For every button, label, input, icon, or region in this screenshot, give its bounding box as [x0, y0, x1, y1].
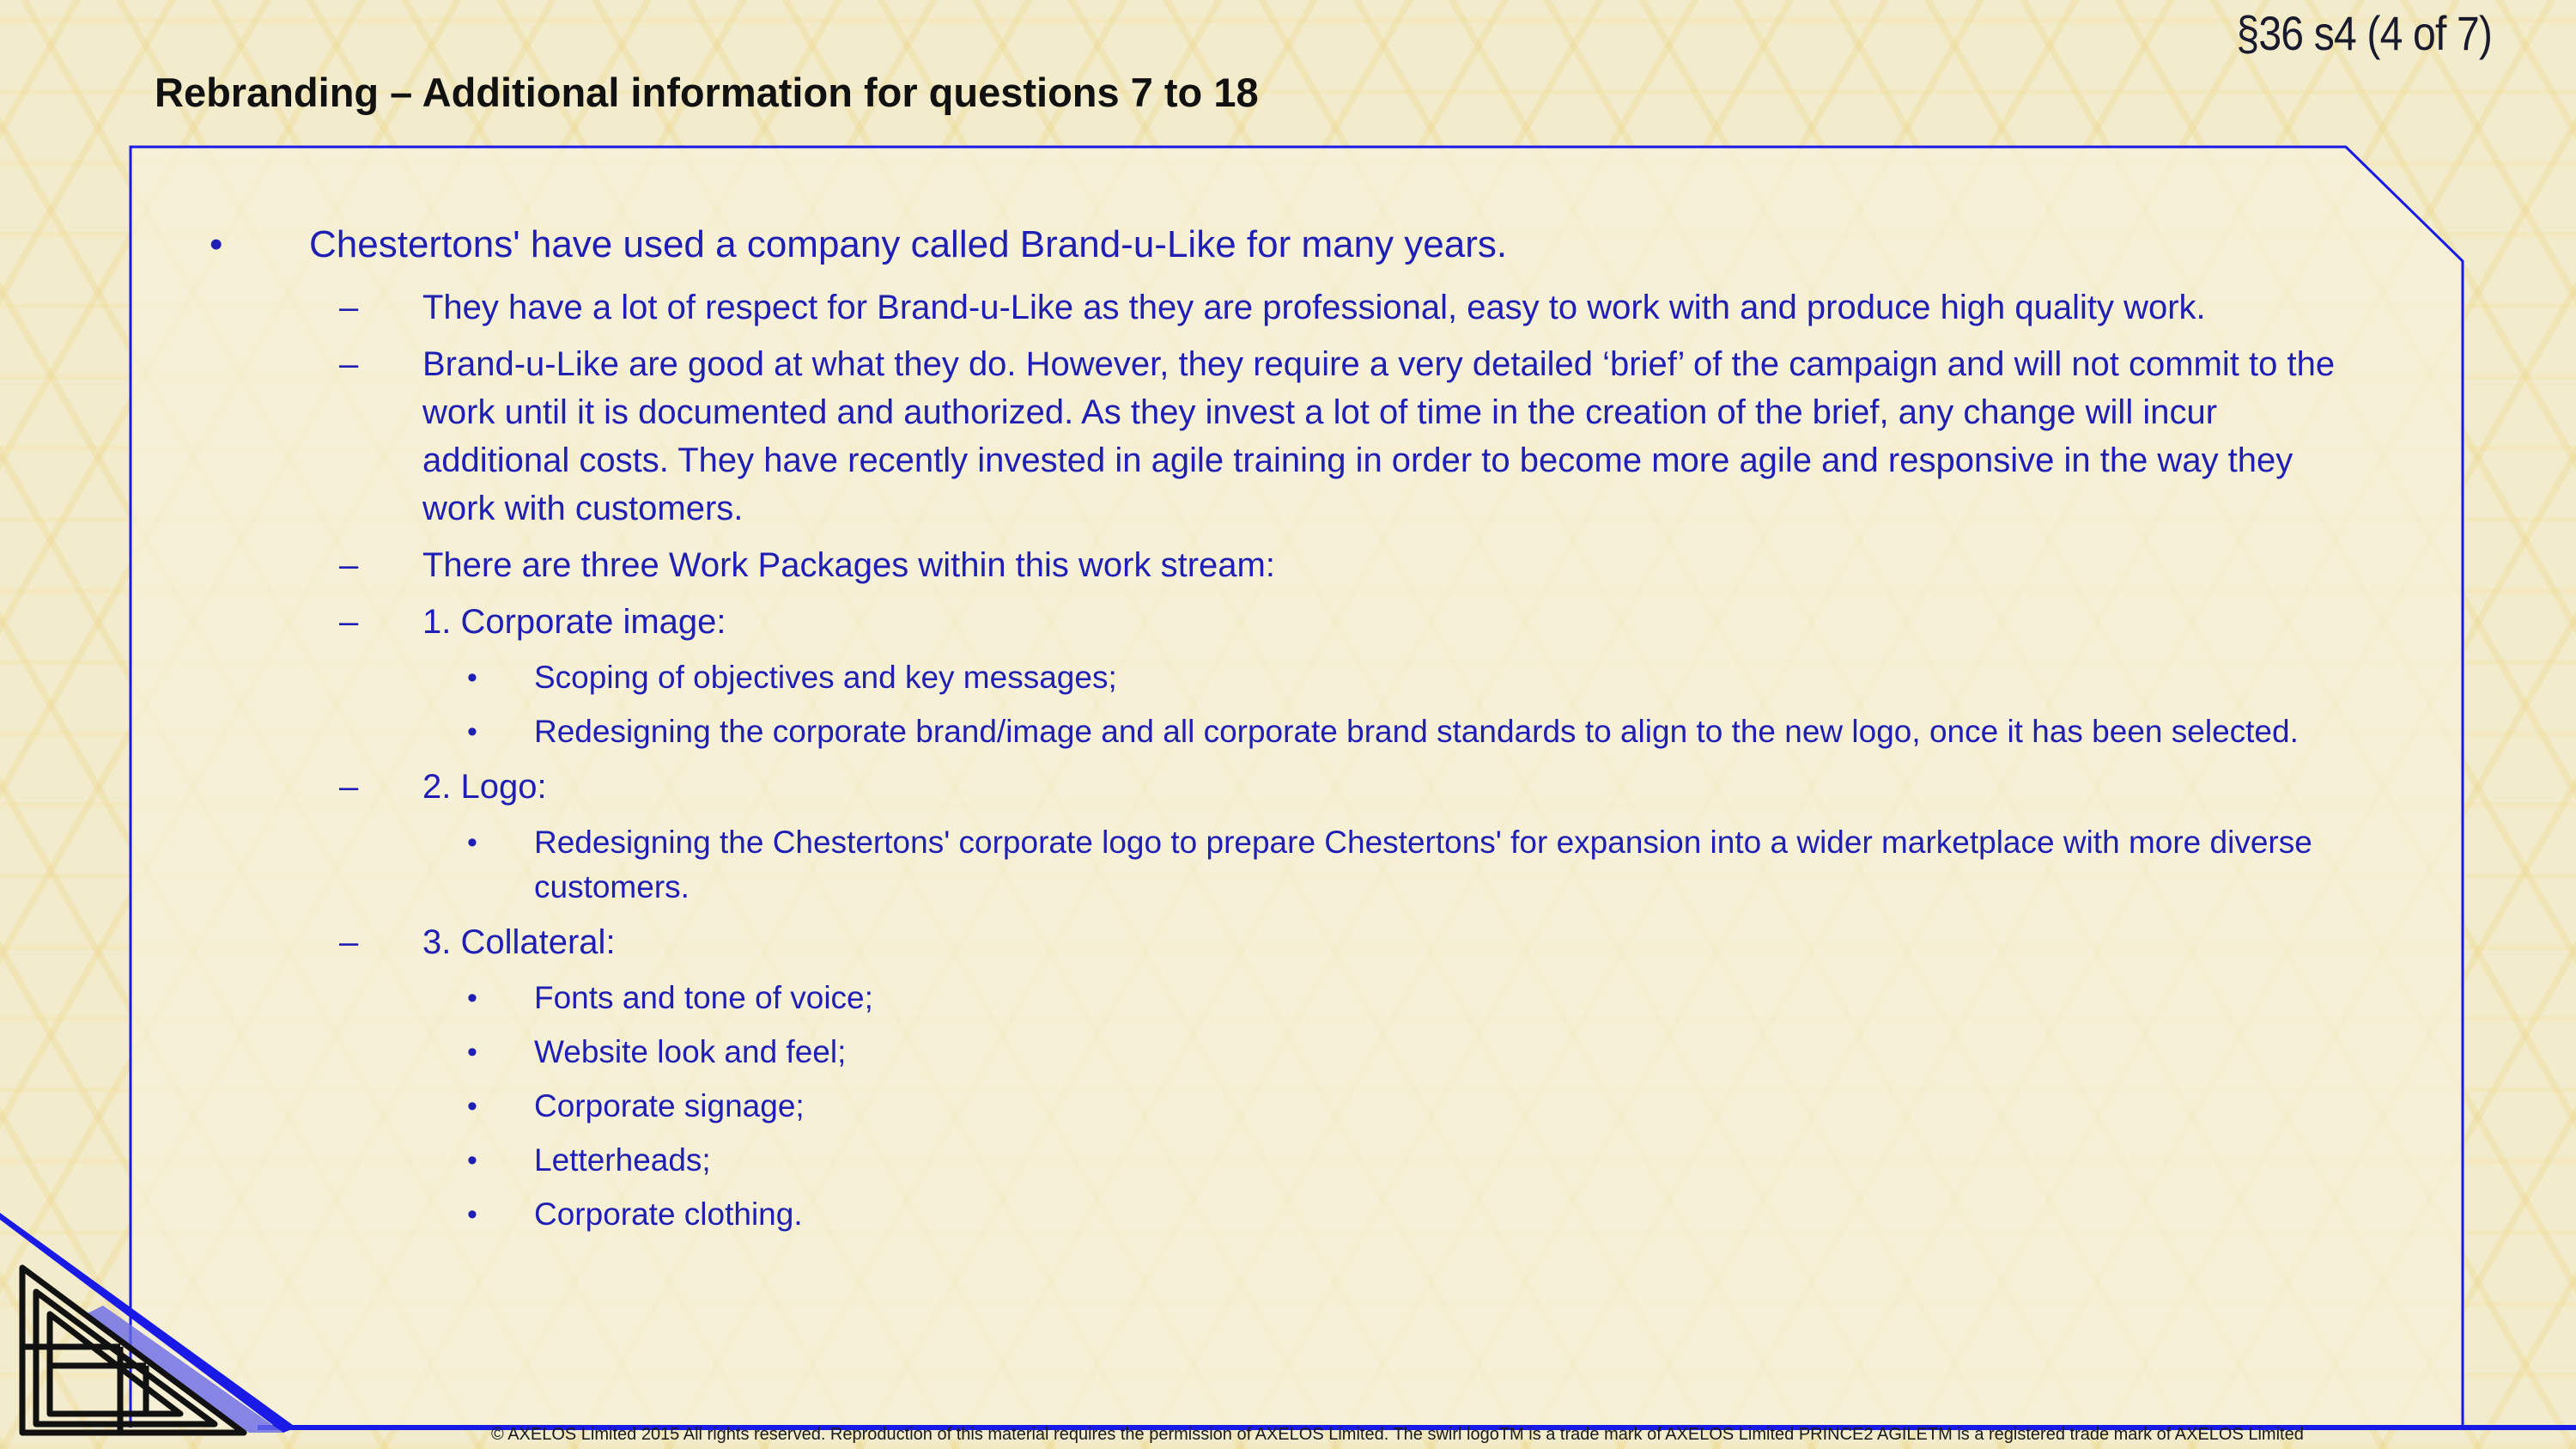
axelos-swirl-logo-icon [17, 1263, 249, 1439]
list-item-text: Redesigning the Chestertons' corporate logo to prepare Chestertons' for expansion into a wider marketplace with more diverse customers. [534, 825, 2312, 904]
sub-item-text: Brand-u-Like are good at what they do. However, they require a very detailed ‘brief’ of the campaign and will not commit to the work until it is documented and authorized. As they invest a lot of time in the creation of the brief, any change will incur additional costs. They have recently invested in agile training in order to become more agile and responsive in the way they work with customers. [422, 345, 2336, 527]
sub-item-work-packages [131, 541, 2397, 589]
list-item [131, 709, 2397, 754]
list-item-text: Website look and feel; [534, 1034, 847, 1069]
bullet-marker: • [467, 715, 477, 748]
dash-marker: – [339, 289, 359, 326]
slide-content [131, 215, 2397, 1237]
bullet-marker: • [467, 1144, 477, 1177]
sub-item-text: 3. Collateral: [422, 923, 616, 961]
sub-item-respect [131, 283, 2397, 332]
list-item [131, 1084, 2397, 1129]
sub-item-text: 1. Corporate image: [422, 603, 726, 641]
list-item [131, 1192, 2397, 1237]
list-item-text: Fonts and tone of voice; [534, 980, 873, 1015]
bullet-marker: • [467, 1198, 477, 1231]
bullet-marker: • [467, 1090, 477, 1123]
sub-item-text: They have a lot of respect for Brand-u-Like as they are professional, easy to work with and produce high quality work. [422, 289, 2206, 326]
list-item-text: Letterheads; [534, 1142, 711, 1178]
sub-item-corporate-image [131, 598, 2397, 646]
bullet-marker: • [467, 826, 477, 859]
sub-item-logo [131, 763, 2397, 811]
bullet-marker: • [467, 982, 477, 1014]
dash-marker: – [339, 603, 359, 641]
slide-reference: §36 s4 (4 of 7) [2236, 6, 2492, 60]
list-item-text: Redesigning the corporate brand/image and all corporate brand standards to align to the new logo, once it has been selected. [534, 714, 2299, 749]
bullet-list [131, 215, 2397, 1237]
bullet-marker: • [210, 223, 223, 265]
page-title: Rebranding – Additional information for questions 7 to 18 [155, 70, 1259, 115]
list-item [131, 1030, 2397, 1075]
list-item-text: Scoping of objectives and key messages; [534, 660, 1117, 695]
list-item-text: Corporate signage; [534, 1088, 805, 1123]
sub-item-collateral [131, 918, 2397, 966]
list-item [131, 1138, 2397, 1183]
list-item [131, 976, 2397, 1020]
sub-item-text: There are three Work Packages within this work stream: [422, 546, 1275, 584]
dash-marker: – [339, 923, 359, 961]
sub-item-text: 2. Logo: [422, 768, 547, 806]
dash-marker: – [339, 345, 359, 383]
dash-marker: – [339, 546, 359, 584]
list-item [131, 655, 2397, 700]
list-item-text: Corporate clothing. [534, 1196, 803, 1232]
main-bullet [131, 215, 2397, 275]
list-item [131, 820, 2397, 910]
copyright-footer: © AXELOS Limited 2015 All rights reserved. Reproduction of this material requires the permission of AXELOS Limited. The swirl logoTM is a trade mark of AXELOS Limited PRINCE2 AGILETM is a registered trade mark of AXELOS Limited [491, 1425, 2304, 1444]
bullet-marker: • [467, 661, 477, 694]
dash-marker: – [339, 768, 359, 806]
bullet-marker: • [467, 1036, 477, 1068]
main-bullet-text: Chestertons' have used a company called Brand-u-Like for many years. [309, 223, 1508, 265]
sub-item-brief [131, 340, 2397, 533]
